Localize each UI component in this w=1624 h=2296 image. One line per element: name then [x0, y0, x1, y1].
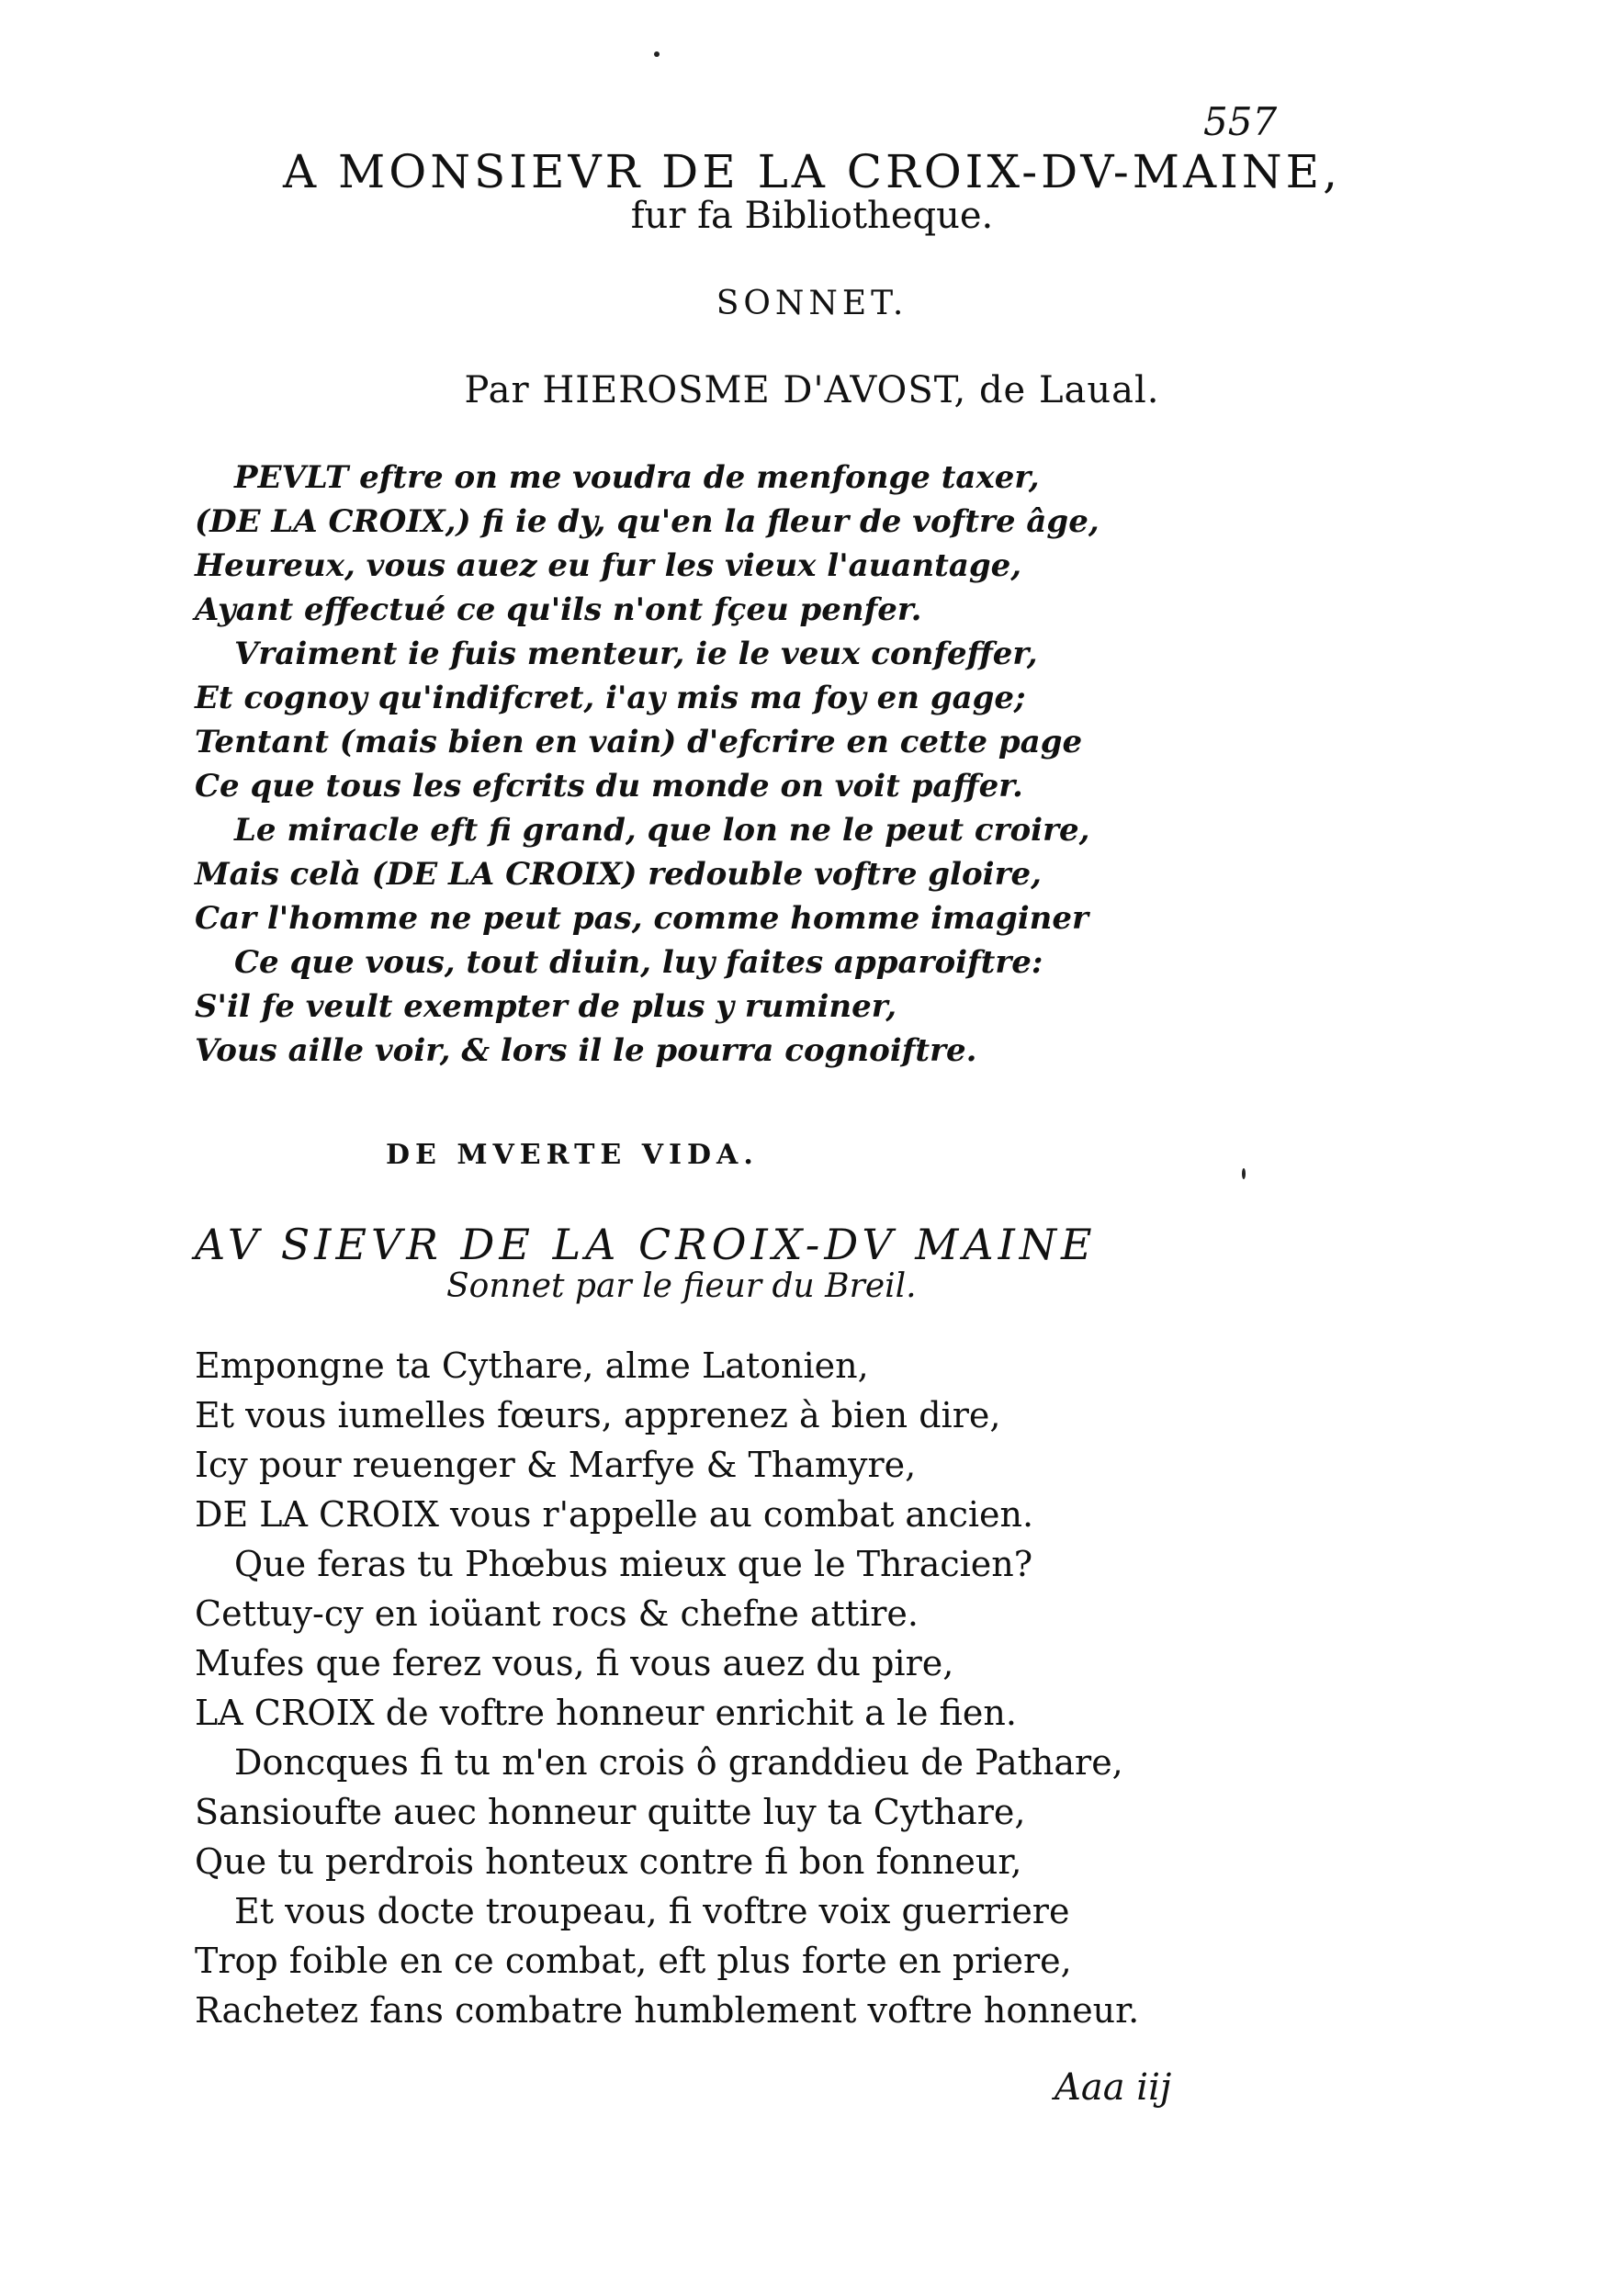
verse-line: Et cognoy qu'indifcret, i'ay mis ma foy en gage; — [195, 680, 1026, 716]
verse-line: Cettuy-cy en ioüant rocs & chefne attire. — [195, 1593, 919, 1634]
verse-line: Le miracle eft fi grand, que lon ne le peut croire, — [234, 812, 1090, 849]
dedication-title: A MONSIEVR DE LA CROIX-DV-MAINE, — [283, 145, 1341, 198]
verse-line: PEVLT eftre on me voudra de menfonge taxer, — [234, 459, 1040, 496]
verse-line: Et vous docte troupeau, fi voftre voix guerriere — [234, 1891, 1070, 1931]
verse-line: Mais celà (DE LA CROIX) redouble voftre gloire, — [195, 856, 1042, 893]
verse-line: (DE LA CROIX,) fi ie dy, qu'en la fleur de voftre âge, — [195, 503, 1100, 540]
verse-line: Sansioufte auec honneur quitte luy ta Cythare, — [195, 1792, 1026, 1832]
verse-line: DE LA CROIX vous r'appelle au combat ancien. — [195, 1494, 1034, 1535]
sonnet-heading: SONNET. — [716, 285, 908, 322]
motto: DE MVERTE VIDA. — [386, 1139, 759, 1171]
verse-line: Icy pour reuenger & Marfye & Thamyre, — [195, 1445, 917, 1485]
verse-line: Tentant (mais bien en vain) d'efcrire en cette page — [195, 724, 1083, 760]
verse-line: Empongne ta Cythare, alme Latonien, — [195, 1345, 869, 1386]
verse-line: Ayant effectué ce qu'ils n'ont fçeu penfer. — [195, 591, 922, 628]
verse-line: Rachetez fans combatre humblement voftre honneur. — [195, 1990, 1140, 2031]
verse-line: S'il fe veult exempter de plus y ruminer, — [195, 988, 897, 1025]
verse-line: Trop foible en ce combat, eft plus forte en priere, — [195, 1941, 1072, 1981]
verse-line: Heureux, vous auez eu fur les vieux l'auantage, — [195, 547, 1022, 584]
second-sonnet-title: AV SIEVR DE LA CROIX-DV MAINE — [195, 1220, 1097, 1269]
verse-line: Mufes que ferez vous, fi vous auez du pire, — [195, 1643, 954, 1683]
ink-speck — [654, 51, 660, 57]
verse-line: LA CROIX de voftre honneur enrichit a le fien. — [195, 1693, 1017, 1733]
verse-line: Ce que vous, tout diuin, luy faites apparoiftre: — [234, 944, 1043, 981]
verse-line: Vous aille voir, & lors il le pourra cognoiftre. — [195, 1032, 977, 1069]
verse-line: Ce que tous les efcrits du monde on voit paffer. — [195, 768, 1023, 805]
second-sonnet-byline: Sonnet par le fieur du Breil. — [446, 1267, 917, 1305]
dedication-subtitle: fur fa Bibliotheque. — [630, 195, 994, 237]
verse-line: Et vous iumelles fœurs, apprenez à bien dire, — [195, 1395, 1001, 1435]
verse-line: Vraiment ie fuis menteur, ie le veux confeffer, — [234, 636, 1038, 672]
verse-line: Que feras tu Phœbus mieux que le Thracien? — [234, 1544, 1033, 1584]
ink-speck — [1242, 1168, 1246, 1179]
verse-line: Que tu perdrois honteux contre fi bon fonneur, — [195, 1841, 1022, 1882]
page-number: 557 — [1203, 99, 1278, 144]
signature-mark: Aaa iij — [1054, 2066, 1172, 2109]
verse-line: Doncques fi tu m'en crois ô granddieu de Pathare, — [234, 1742, 1123, 1783]
verse-line: Car l'homme ne peut pas, comme homme imaginer — [195, 900, 1088, 937]
author-line: Par HIEROSME D'AVOST, de Laual. — [464, 369, 1160, 411]
